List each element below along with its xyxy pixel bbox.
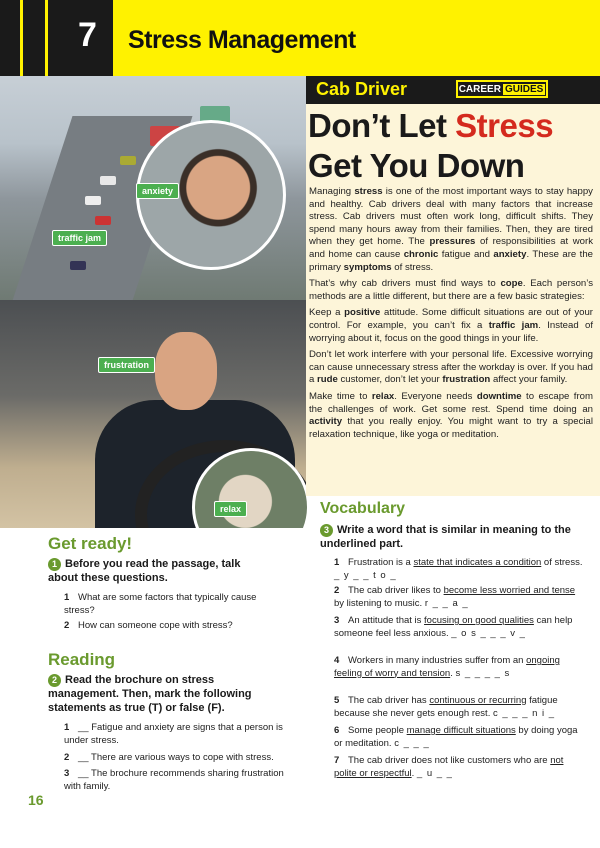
question-item: 3 __ The brochure recommends sharing frustration with family. (64, 768, 284, 792)
vocabulary-item: 5 The cab driver has continuous or recurring fatigue because she never gets enough rest. c _ _ _ n i _ (334, 695, 558, 719)
answer-blank[interactable]: r _ _ a _ (424, 597, 469, 609)
passage-paragraph: Managing stress is one of the most important ways to stay happy and healthy. Cab drivers deal with many factors that increase stress. Cab drivers must often work long, difficult shifts. They spend many hours away from their families. Then, they are tired when they get home. The pressures of responsibilities at work and home can cause chronic fatigue and anxiety. These are the primary symptoms of stress. (309, 186, 594, 273)
vocabulary-item: 4 Workers in many industries suffer from an ongoing feeling of worry and tension. s _ _ _ _ s (334, 655, 560, 679)
passage-paragraph: That’s why cab drivers must find ways to cope. Each person’s methods are a little different, but there are a few basic strategies: (309, 278, 593, 302)
answer-blank[interactable]: _ y _ _ t o _ (334, 569, 397, 581)
reading-question: 2 Read the brochure on stress management. Then, mark the following statements as true (T) or false (F). (48, 674, 252, 714)
passage-paragraph: Don’t let work interfere with your personal life. Excessive worrying can cause unnecessary stress after the workday is over. If you had a rude customer, don’t let your frustration affect your family. (309, 349, 593, 386)
answer-blank[interactable]: _ u _ _ (416, 767, 453, 779)
vocabulary-item: 1 Frustration is a state that indicates a condition of stress. _ y _ _ t o _ (334, 557, 583, 581)
vocabulary-item: 7 The cab driver does not like customers who are not polite or respectful. _ u _ _ (334, 755, 564, 779)
tag-relax: relax (214, 501, 247, 517)
page-number: 16 (28, 792, 44, 808)
vocabulary-item: 6 Some people manage difficult situations by doing yoga or meditation. c _ _ _ (334, 725, 578, 749)
vocabulary-item: 3 An attitude that is focusing on good qualities can help someone feel less anxious. _ o s _ _ _ v _ (334, 615, 573, 639)
question-item: 2 __ There are various ways to cope with stress. (64, 752, 274, 763)
chapter-title: Stress Management (128, 26, 356, 54)
tag-frustration: frustration (98, 357, 155, 373)
question-item: 1 What are some factors that typically cause stress? (64, 592, 257, 616)
reading-heading: Reading (48, 650, 116, 669)
passage-paragraph: Make time to relax. Everyone needs downtime to escape from the challenges of work. Get some rest. Spend time doing an activity that you really enjoy. You might want to try a special relaxation technique, like yoga or meditation. (309, 390, 593, 440)
tag-traffic-jam: traffic jam (52, 230, 107, 246)
vocabulary-item: 2 The cab driver likes to become less worried and tense by listening to music. r _ _ a _ (334, 585, 576, 609)
get-ready-question: 1 Before you read the passage, talk about these questions. (48, 558, 241, 584)
header-stripe (45, 0, 48, 76)
question-item: 2 How can someone cope with stress? (64, 620, 233, 631)
reading-passage (309, 186, 593, 445)
answer-blank[interactable]: s _ _ _ _ s (455, 667, 511, 679)
answer-blank[interactable]: c _ _ _ n i _ (492, 707, 556, 719)
header-stripe (20, 0, 23, 76)
answer-blank[interactable]: _ o s _ _ _ v _ (451, 627, 526, 639)
tag-anxiety: anxiety (136, 183, 179, 199)
question-number-badge: 2 (48, 674, 61, 687)
brochure-title: Don’t Let Stress Get You Down (308, 107, 554, 184)
question-number-badge: 3 (320, 524, 333, 537)
question-number-badge: 1 (48, 558, 61, 571)
vocabulary-heading: Vocabulary (320, 500, 406, 517)
career-guides-badge: CAREER GUIDES (456, 80, 548, 98)
question-item: 1 __ Fatigue and anxiety are signs that a person is under stress. (64, 722, 283, 746)
chapter-number: 7 (78, 16, 97, 54)
section-label: Cab Driver (316, 79, 408, 99)
get-ready-heading: Get ready! (48, 534, 133, 553)
vocabulary-question: 3 Write a word that is similar in meaning to the underlined part. (320, 524, 571, 550)
passage-paragraph: Keep a positive attitude. Some difficult situations are out of your control. For example, you can’t fix a traffic jam. Instead of worrying about it, focus on the good things in your life. (309, 307, 593, 344)
answer-blank[interactable]: c _ _ _ (394, 737, 430, 749)
